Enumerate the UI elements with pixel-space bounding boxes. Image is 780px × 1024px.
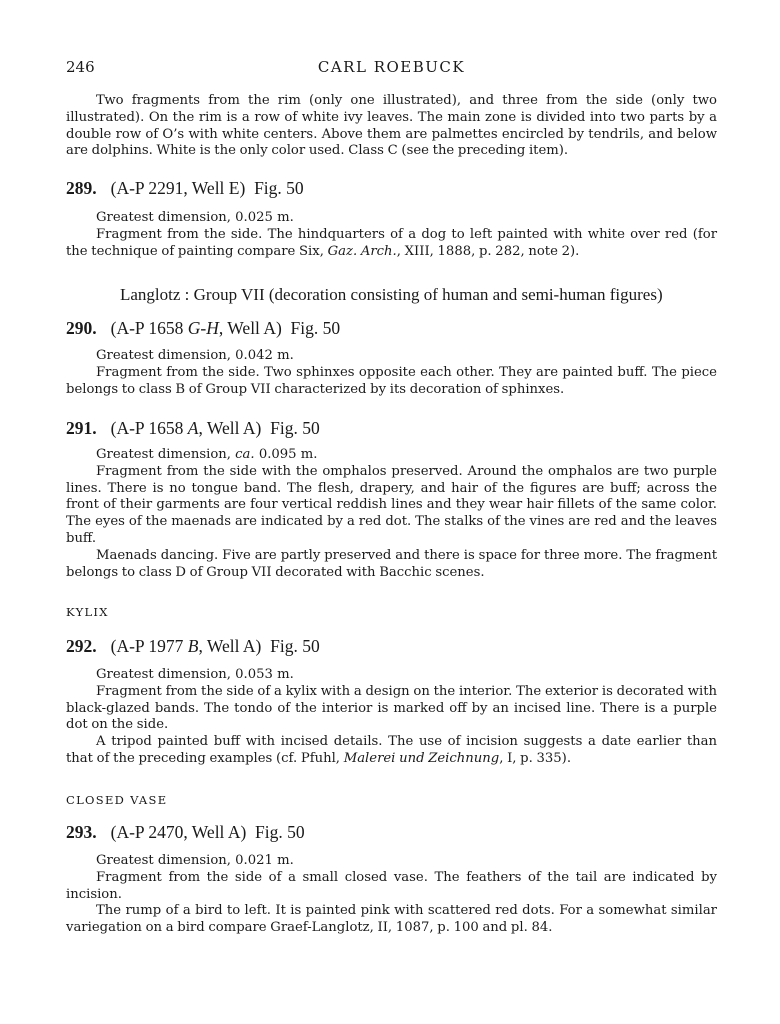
entry-290-heading: 290. (A-P 1658 G-H, Well A) Fig. 50 [66, 318, 341, 338]
entry-291-heading: 291. (A-P 1658 A, Well A) Fig. 50 [66, 418, 320, 438]
entry-289-inventory: (A-P 2291, Well E) [110, 178, 246, 198]
journal-title: Gaz. Arch. [327, 243, 397, 259]
entry-291-body [66, 447, 717, 581]
entry-291-subject: Maenads dancing. Five are partly preserved and there is space for three more. The fragment belongs to class D of Group VII decorated with Bacchic scenes. [66, 547, 717, 580]
entry-290-number: 290. [66, 318, 97, 338]
section-closed-vase: CLOSED VASE [66, 793, 168, 807]
entry-290-dimension: Greatest dimension, 0.042 m. [96, 348, 294, 363]
entry-293-number: 293. [66, 822, 97, 842]
entry-293-heading [66, 822, 305, 843]
entry-291-dimension: Greatest dimension, ca. 0.095 m. [96, 447, 318, 462]
entry-292-number: 292. [66, 636, 97, 656]
entry-289-figure: Fig. 50 [254, 178, 304, 198]
entry-293-subject: The rump of a bird to left. It is painted pink with scattered red dots. For a somewhat similar variegation on a bird compare Graef-Langlotz, II, 1087, p. 100 and pl. 84. [66, 903, 717, 936]
entry-289-number: 289. [66, 178, 97, 198]
entry-292-subject: A tripod painted buff with incised details. The use of incision suggests a date earlier than that of the preceding examples (cf. Pfuhl, Malerei und Zeichnung, I, p. 335). [66, 734, 717, 766]
entry-293-description: Fragment from the side of a small closed vase. The feathers of the tail are indicated by incision. [66, 869, 717, 902]
entry-290-figure: Fig. 50 [290, 318, 341, 338]
entry-293-figure: Fig. 50 [255, 822, 305, 842]
entry-292-figure: Fig. 50 [270, 636, 320, 656]
intro-block [66, 93, 717, 160]
entry-293-inventory: (A-P 2470, Well A) [110, 822, 247, 842]
entry-293-body [66, 853, 717, 937]
entry-292-description: Fragment from the side of a kylix with a design on the interior. The exterior is decorated with black-glazed bands. The tondo of the interior is marked off by an incised line. There is a purple dot on the side. [66, 683, 717, 733]
entry-292-body [66, 667, 717, 768]
entry-292-heading: 292. (A-P 1977 B, Well A) Fig. 50 [66, 636, 320, 656]
entry-291-description: Fragment from the side with the omphalos preserved. Around the omphalos are two purple lines. There is no tongue band. The flesh, drapery, and hair of the figures are buff; across the front of their garments are four vertical reddish lines and they wear hair fillets of the same color. The eyes of the maenads are indicated by a red dot. The stalks of the vines are red and the leaves buff. [66, 463, 717, 546]
entry-289-description: Fragment from the side. The hindquarters of a dog to left painted with white over red (for the technique of painting compare Six, Gaz. Arch., XIII, 1888, p. 282, note 2). [66, 226, 717, 259]
section-kylix: KYLIX [66, 605, 109, 619]
entry-292-dimension: Greatest dimension, 0.053 m. [96, 667, 294, 682]
running-head: CARL ROEBUCK [317, 58, 466, 76]
entry-289-dimension: Greatest dimension, 0.025 m. [96, 210, 294, 225]
group-heading: Langlotz : Group VII (decoration consisting of human and semi-human figures) [120, 285, 663, 304]
book-title: Malerei und Zeichnung [343, 750, 500, 766]
entry-290-body [66, 348, 717, 398]
page-number: 246 [66, 58, 95, 76]
entry-293-dimension: Greatest dimension, 0.021 m. [96, 853, 294, 868]
entry-290-description: Fragment from the side. Two sphinxes opposite each other. They are painted buff. The piece belongs to class B of Group VII characterized by its decoration of sphinxes. [66, 364, 717, 397]
entry-289-body [66, 210, 717, 260]
entry-289-heading [66, 178, 304, 199]
page-header [66, 58, 717, 80]
intro-paragraph: Two fragments from the rim (only one illustrated), and three from the side (only two illustrated). On the rim is a row of white ivy leaves. The main zone is divided into two parts by a double row of O’s with white centers. Above them are palmettes encircled by tendrils, and below are dolphins. White is the only color used. Class C (see the preceding item). [66, 93, 717, 159]
entry-291-number: 291. [66, 418, 97, 438]
entry-291-figure: Fig. 50 [270, 418, 320, 438]
